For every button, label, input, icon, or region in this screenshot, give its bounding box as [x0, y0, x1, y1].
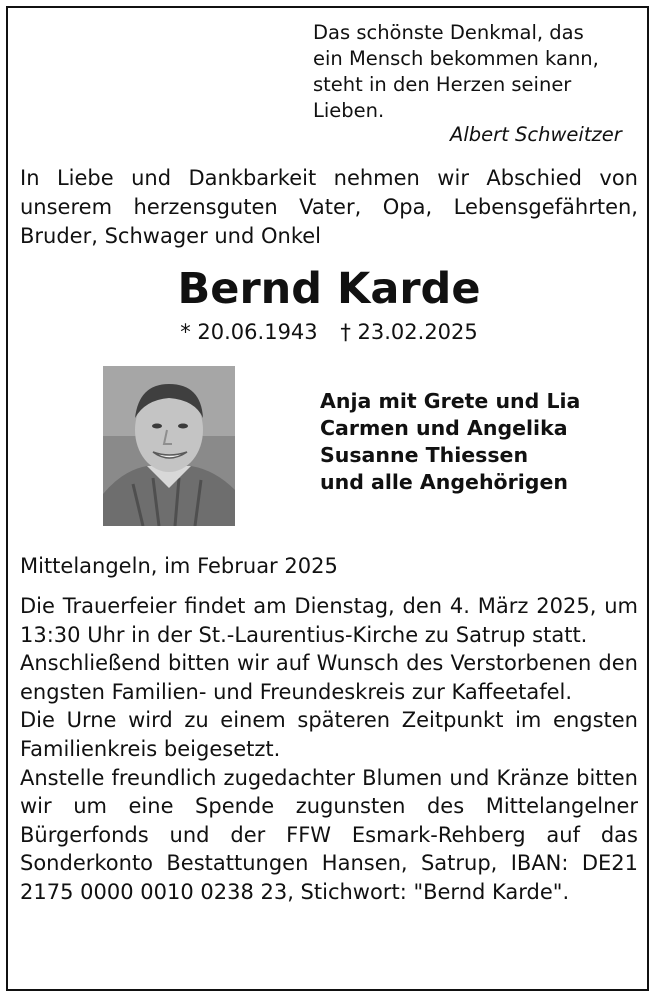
- family-line: und alle Angehörigen: [320, 470, 568, 494]
- death-date: † 23.02.2025: [340, 320, 478, 344]
- place-date: Mittelangeln, im Februar 2025: [20, 554, 338, 578]
- funeral-details: [20, 592, 638, 907]
- details-paragraph: Anstelle freundlich zugedachter Blumen und Kränze bitten wir um eine Spende zugunsten des Mittelangelner Bürgerfonds und der FFW Esmark-Rehberg auf das Sonderkonto Bestattungen Hansen, Satrup, IBAN: DE21 2175 0000 0010 0238 23, Stichwort: "Bernd Karde".: [20, 765, 638, 904]
- family-line: Carmen und Angelika: [320, 416, 568, 440]
- life-dates: [0, 318, 658, 346]
- birth-date: * 20.06.1943: [180, 320, 318, 344]
- portrait-photo-drawing: [103, 366, 235, 526]
- quote-block: [313, 20, 633, 124]
- details-paragraph: Die Trauerfeier findet am Dienstag, den 4. März 2025, um 13:30 Uhr in der St.-Laurentius-Kirche zu Satrup statt.: [20, 594, 638, 647]
- intro-text: In Liebe und Dankbarkeit nehmen wir Abschied von unserem herzensguten Vater, Opa, Lebensgefährten, Bruder, Schwager und Onkel: [20, 166, 638, 248]
- details-paragraph: Anschließend bitten wir auf Wunsch des Verstorbenen den engsten Familien- und Freundeskreis zur Kaffeetafel.: [20, 651, 638, 704]
- quote-line: Das schönste Denkmal, das: [313, 21, 584, 44]
- portrait-photo: [103, 366, 235, 526]
- quote-author: Albert Schweitzer: [450, 123, 622, 146]
- deceased-name: Bernd Karde: [177, 264, 481, 314]
- family-line: Anja mit Grete und Lia: [320, 389, 581, 413]
- quote-line: Lieben.: [313, 99, 385, 122]
- family-list: [320, 388, 640, 496]
- quote-line: ein Mensch bekommen kann,: [313, 47, 599, 70]
- family-line: Susanne Thiessen: [320, 443, 529, 467]
- quote-line: steht in den Herzen seiner: [313, 73, 572, 96]
- details-paragraph: Die Urne wird zu einem späteren Zeitpunkt im engsten Familienkreis beigesetzt.: [20, 708, 638, 761]
